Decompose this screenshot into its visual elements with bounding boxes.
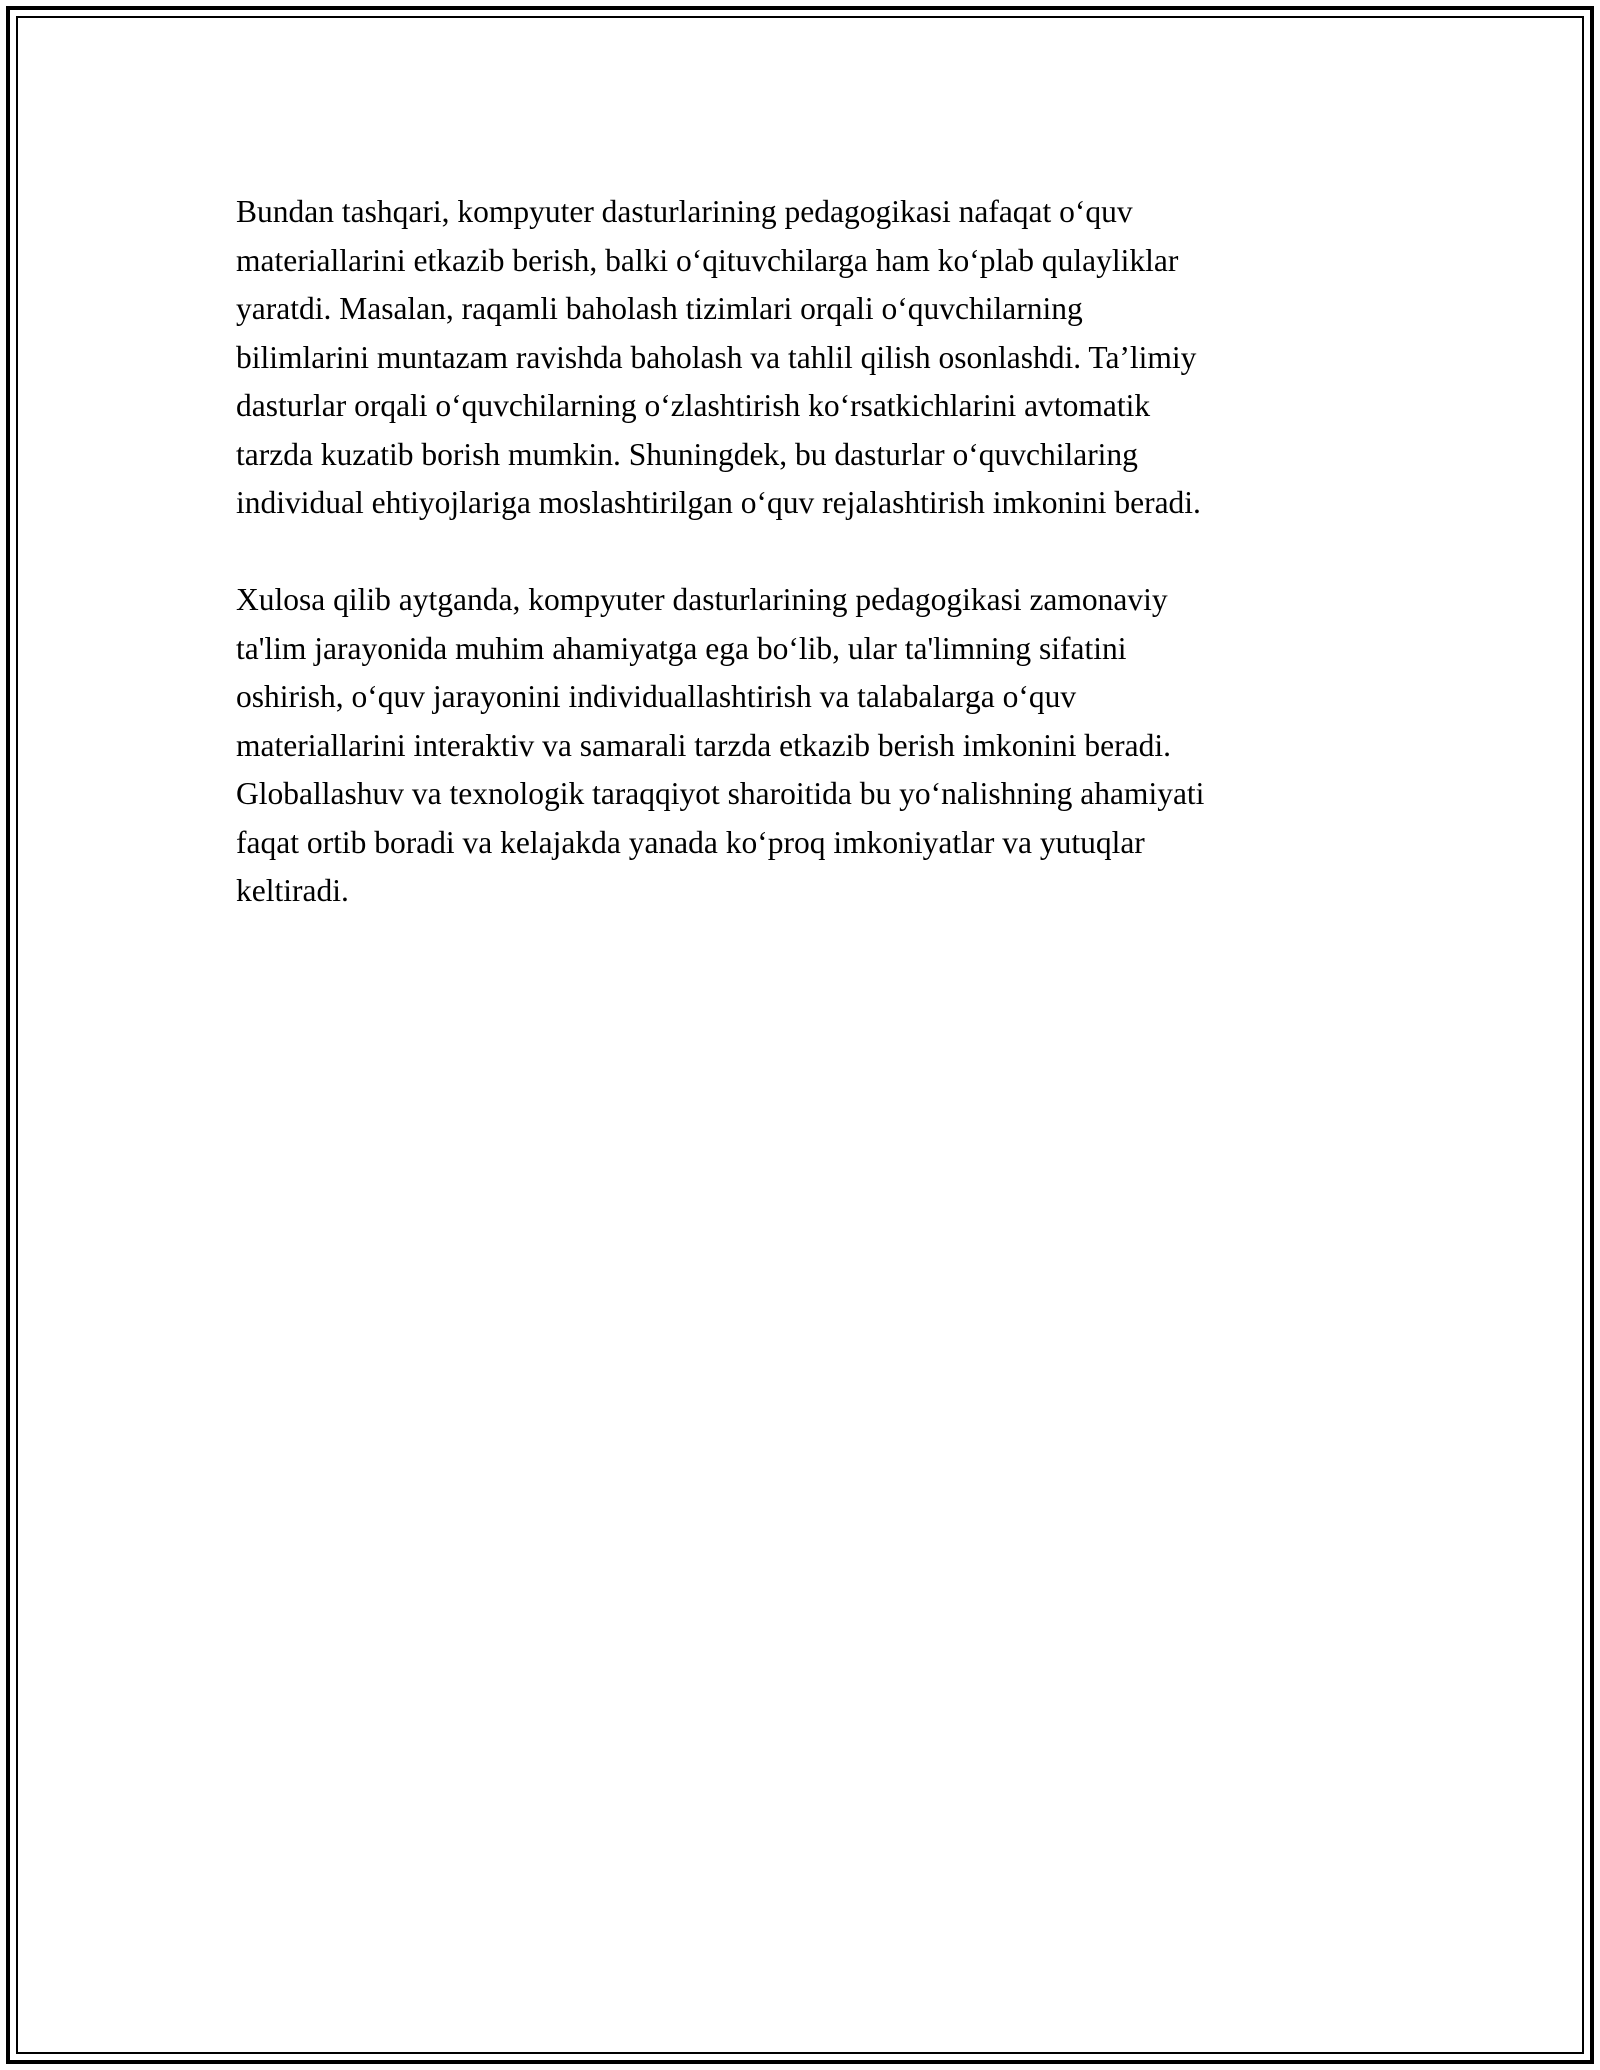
paragraph-1 (236, 188, 1376, 528)
paragraph-2 (236, 576, 1376, 916)
text-line: Globallashuv va texnologik taraqqiyot sharoitida bu yo‘nalishning ahamiyati (236, 776, 1205, 811)
text-line: Xulosa qilib aytganda, kompyuter dasturlarining pedagogikasi zamonaviy (236, 582, 1168, 617)
paragraph-spacer (236, 528, 1376, 577)
text-line: yaratdi. Masalan, raqamli baholash tizimlari orqali o‘quvchilarning (236, 291, 1083, 326)
text-line: materiallarini etkazib berish, balki o‘qituvchilarga ham ko‘plab qulayliklar (236, 242, 1179, 278)
text-line: oshirish, o‘quv jarayonini individuallashtirish va talabalarga o‘quv (236, 679, 1077, 714)
text-line: dasturlar orqali o‘quvchilarning o‘zlashtirish ko‘rsatkichlarini avtomatik (236, 388, 1151, 423)
text-line: ta'lim jarayonida muhim ahamiyatga ega bo‘lib, ular ta'limning sifatini (236, 630, 1127, 666)
text-line: tarzda kuzatib borish mumkin. Shuningdek, bu dasturlar o‘quvchilaring (236, 436, 1138, 472)
text-line: keltiradi. (236, 873, 349, 908)
text-line: materiallarini interaktiv va samarali tarzda etkazib berish imkonini beradi. (236, 727, 1172, 763)
document-body (236, 188, 1376, 916)
text-line: Bundan tashqari, kompyuter dasturlarining pedagogikasi nafaqat o‘quv (236, 194, 1133, 229)
text-line: faqat ortib boradi va kelajakda yanada ko‘proq imkoniyatlar va yutuqlar (236, 824, 1145, 860)
text-line: individual ehtiyojlariga moslashtirilgan o‘quv rejalashtirish imkonini beradi. (236, 485, 1201, 520)
text-line: bilimlarini muntazam ravishda baholash va tahlil qilish osonlashdi. Ta’limiy (236, 339, 1197, 375)
